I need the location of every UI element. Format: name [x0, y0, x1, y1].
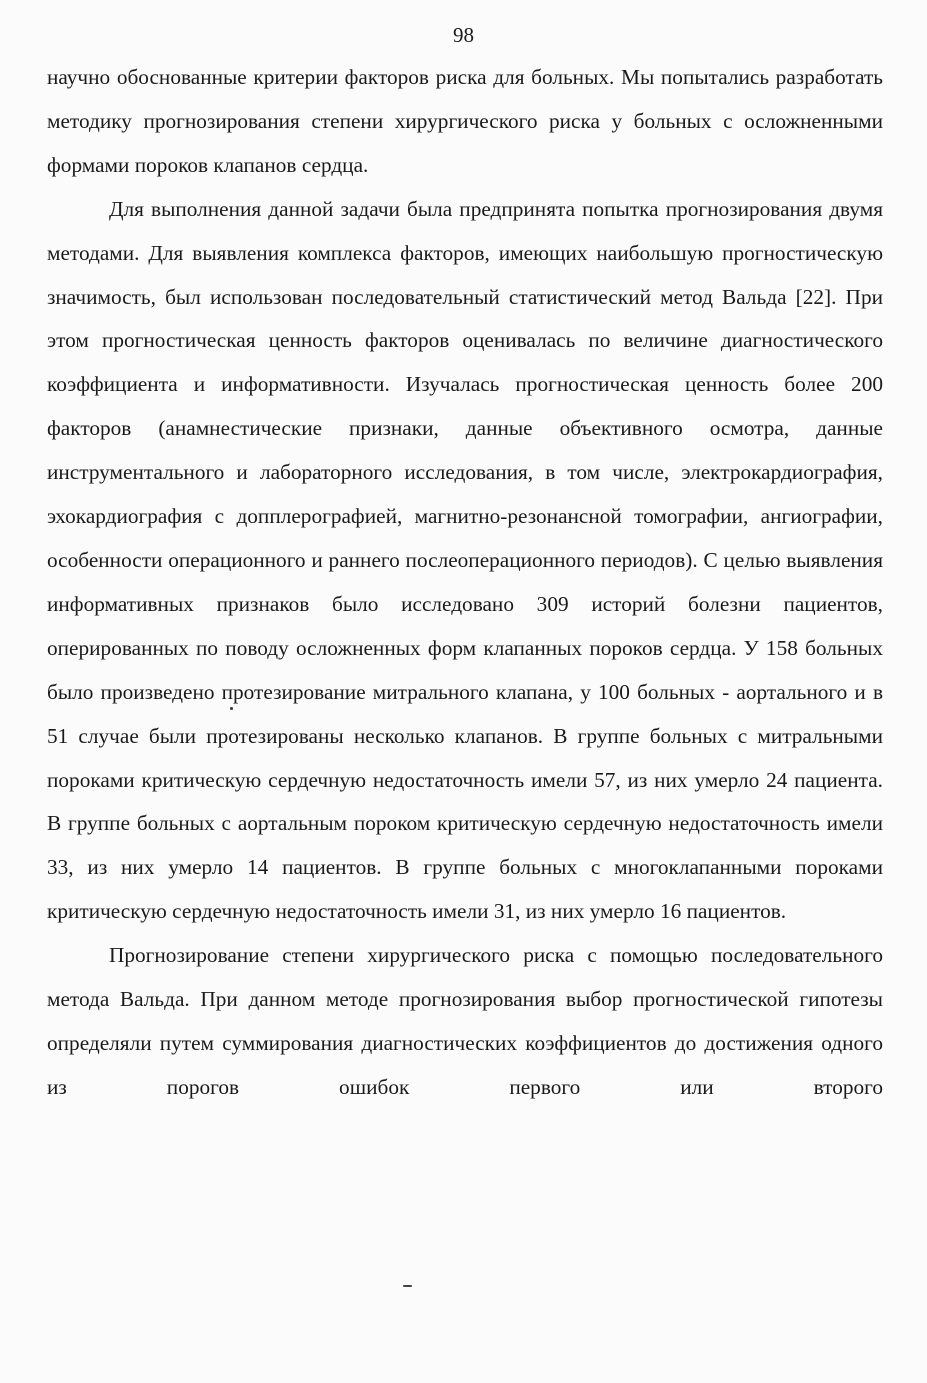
- scan-speck: [403, 1285, 412, 1287]
- body-text: [47, 56, 883, 1110]
- paragraph-continuation: научно обоснованные критерии факторов риска для больных. Мы попытались разработать методику прогнозирования степени хирургического риска у больных с осложненными формами пороков клапанов сердца.: [47, 65, 883, 177]
- scan-speck: [230, 707, 233, 710]
- page-number: 98: [453, 23, 474, 47]
- paragraph-wald-method: Прогнозирование степени хирургического риска с помощью последовательного метода Вальда. При данном методе прогнозирования выбор прогностической гипотезы определяли путем суммирования диагностических коэффициентов до достижения одного из порогов ошибок первого или второго: [47, 943, 883, 1099]
- paragraph-methods: Для выполнения данной задачи была предпринята попытка прогнозирования двумя методами. Для выявления комплекса факторов, имеющих наибольшую прогностическую значимость, был использован последовательный статистический метод Вальда [22]. При этом прогностическая ценность факторов оценивалась по величине диагностического коэффициента и информативности. Изучалась прогностическая ценность более 200 факторов (анамнестические признаки, данные объективного осмотра, данные инструментального и лабораторного исследования, в том числе, электрокардиография, эхокардиография с допплерографией, магнитно-резонансной томографии, ангиографии, особенности операционного и раннего послеоперационного периодов). С целью выявления информативных признаков было исследовано 309 историй болезни пациентов, оперированных по поводу осложненных форм клапанных пороков сердца. У 158 больных было произведено протезирование митрального клапана, у 100 больных - аортального и в 51 случае были протезированы несколько клапанов. В группе больных с митральными пороками критическую сердечную недостаточность имели 57, из них умерло 24 пациента. В группе больных с аортальным пороком критическую сердечную недостаточность имели 33, из них умерло 14 пациентов. В группе больных с многоклапанными пороками критическую сердечную недостаточность имели 31, из них умерло 16 пациентов.: [47, 196, 883, 924]
